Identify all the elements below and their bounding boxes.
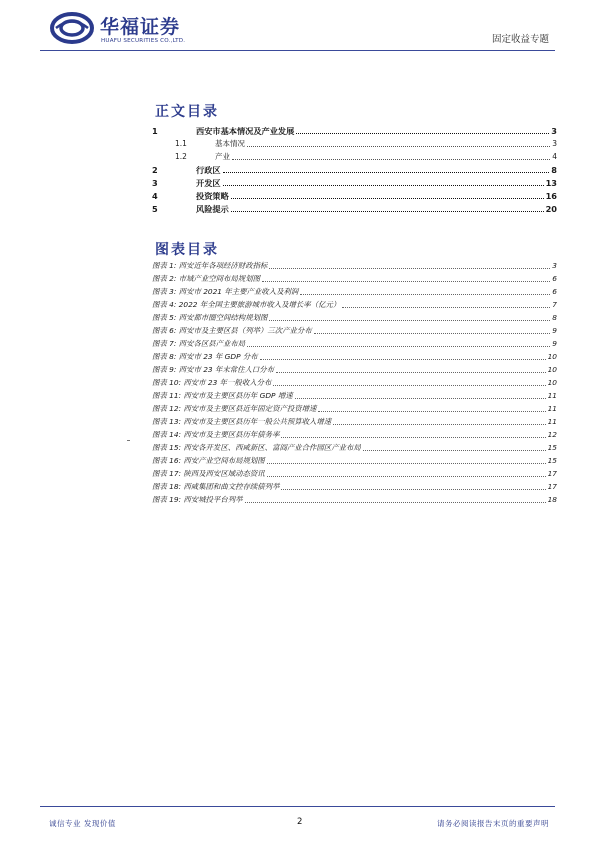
figure-entry-title: 图表 12: 西安市及主要区县近年固定资产投资增速 [152, 404, 317, 413]
figure-entry-title: 图表 10: 西安市 23 年一般收入分布 [152, 378, 272, 387]
dot-leader [296, 133, 549, 134]
toc-subentry[interactable] [175, 137, 557, 149]
figure-entry-title: 图表 11: 西安市及主要区县历年 GDP 增速 [152, 391, 293, 400]
figure-entry-title: 图表 2: 市域产业空间布局规划图 [152, 274, 260, 283]
figure-entry-title: 图表 9: 西安市 23 年末常住人口分布 [152, 365, 275, 374]
dot-leader [231, 211, 544, 212]
figure-entry-page: 10 [547, 352, 557, 361]
dot-leader [273, 385, 545, 386]
toc-entry[interactable] [152, 189, 557, 201]
toc-entry[interactable] [152, 163, 557, 175]
toc-entry-page: 16 [545, 191, 557, 201]
toc-entry-page: 8 [551, 165, 557, 175]
dot-leader [232, 159, 550, 160]
dot-leader [267, 476, 546, 477]
figure-entry-page: 11 [547, 391, 557, 400]
footer-disclaimer-note: 请务必阅读报告末页的重要声明 [437, 819, 549, 828]
dot-leader [231, 198, 544, 199]
figure-entry[interactable] [152, 415, 557, 427]
figure-entry[interactable] [152, 259, 557, 271]
figure-entry-title: 图表 8: 西安市 23 年 GDP 分布 [152, 352, 258, 361]
figure-entry[interactable] [152, 454, 557, 466]
figure-entry-page: 15 [547, 456, 557, 465]
figure-entry-page: 18 [547, 495, 557, 504]
figure-entry-page: 9 [552, 339, 557, 348]
figure-entry-page: 6 [552, 274, 557, 283]
page-number: 2 [297, 817, 303, 827]
figure-entry[interactable] [152, 441, 557, 453]
figure-entry[interactable] [152, 389, 557, 401]
brand-logo [50, 9, 210, 47]
toc-entry-page: 3 [552, 139, 557, 148]
figure-entry[interactable] [152, 272, 557, 284]
toc-entry-page: 20 [545, 204, 557, 214]
figure-entry-title: 图表 3: 西安市 2021 年主要产业收入及利润 [152, 287, 299, 296]
figure-entry-title: 图表 19: 西安城投平台列举 [152, 495, 243, 504]
figure-entry[interactable] [152, 350, 557, 362]
figure-entry-page: 10 [547, 365, 557, 374]
figure-entry-title: 图表 7: 西安各区县产业布局 [152, 339, 246, 348]
toc-entry-page: 3 [551, 126, 557, 136]
toc-entry-number: 5 [152, 204, 158, 214]
brand-name-en: HUAFU SECURITIES CO.,LTD. [101, 38, 186, 44]
toc-entry-number: 4 [152, 191, 158, 201]
toc-entry-title: 行政区 [196, 165, 221, 175]
dot-leader [276, 372, 546, 373]
dot-leader [269, 320, 550, 321]
figure-entry[interactable] [152, 337, 557, 349]
figure-entry-title: 图表 16: 西安产业空间布局规划图 [152, 456, 265, 465]
dot-leader [223, 172, 550, 173]
figure-entry-page: 15 [547, 443, 557, 452]
footer-slogan: 诚信专业 发现价值 [49, 819, 116, 828]
toc-subentry[interactable] [175, 150, 557, 162]
toc-entry-title: 西安市基本情况及产业发展 [196, 126, 295, 136]
dot-leader [223, 185, 544, 186]
figure-entry[interactable] [152, 285, 557, 297]
figure-entry-page: 17 [547, 482, 557, 491]
figure-entry-title: 图表 15: 西安各开发区、西咸新区、富阎产业合作园区产业布局 [152, 443, 361, 452]
figure-entry[interactable] [152, 480, 557, 492]
margin-mark [127, 440, 130, 441]
dot-leader [300, 294, 550, 295]
figure-entry-page: 6 [552, 287, 557, 296]
figure-entry-title: 图表 1: 西安近年各项经济财政指标 [152, 261, 268, 270]
dot-leader [245, 502, 546, 503]
dot-leader [247, 146, 550, 147]
dot-leader [342, 307, 550, 308]
dot-leader [314, 333, 551, 334]
figure-entry-page: 7 [552, 300, 557, 309]
figures-title: 图表目录 [155, 242, 219, 258]
dot-leader [295, 398, 546, 399]
figure-entry[interactable] [152, 428, 557, 440]
figure-entry-page: 8 [552, 313, 557, 322]
page-header [0, 0, 595, 52]
figure-entry[interactable] [152, 467, 557, 479]
toc-entry-page: 4 [552, 152, 557, 161]
brand-name-cn: 华福证券 [100, 16, 181, 38]
figure-entry[interactable] [152, 324, 557, 336]
figure-entry-page: 3 [552, 261, 557, 270]
toc-entry-number: 3 [152, 178, 158, 188]
figure-entry[interactable] [152, 298, 557, 310]
figure-entry-title: 图表 13: 西安市及主要区县历年一般公共预算收入增速 [152, 417, 332, 426]
header-divider [40, 50, 555, 51]
dot-leader [262, 281, 550, 282]
toc-entry-page: 13 [545, 178, 557, 188]
toc-title: 正文目录 [155, 104, 219, 120]
toc-entry-title: 开发区 [196, 178, 221, 188]
dot-leader [269, 268, 550, 269]
dot-leader [281, 437, 545, 438]
dot-leader [333, 424, 545, 425]
figure-entry-page: 11 [547, 404, 557, 413]
dot-leader [267, 463, 546, 464]
figure-entry-title: 图表 17: 陕西及西安区域动态资讯 [152, 469, 265, 478]
toc-entry-title: 风险提示 [196, 204, 229, 214]
figure-entry-page: 10 [547, 378, 557, 387]
figure-entry-title: 图表 5: 西安都市圈空间结构规划图 [152, 313, 268, 322]
figure-entry-title: 图表 14: 西安市及主要区县历年债务率 [152, 430, 280, 439]
dot-leader [281, 489, 545, 490]
toc-entry-title: 基本情况 [215, 139, 245, 148]
toc-entry-title: 投资策略 [196, 191, 229, 201]
toc-entry-title: 产业 [215, 152, 230, 161]
toc-entry[interactable] [152, 176, 557, 188]
toc-entry-number: 1 [152, 126, 158, 136]
figure-entry[interactable] [152, 493, 557, 505]
dot-leader [318, 411, 545, 412]
toc-entry[interactable] [152, 124, 557, 136]
dot-leader [363, 450, 546, 451]
figure-entry-page: 17 [547, 469, 557, 478]
figure-entry[interactable] [152, 376, 557, 388]
figure-entry[interactable] [152, 363, 557, 375]
figure-entry[interactable] [152, 402, 557, 414]
figure-entry-title: 图表 18: 西咸集团和曲文控存续债列举 [152, 482, 280, 491]
figure-entry[interactable] [152, 311, 557, 323]
toc-entry[interactable] [152, 202, 557, 214]
dot-leader [260, 359, 546, 360]
toc-entry-number: 1.1 [175, 139, 187, 148]
dot-leader [247, 346, 550, 347]
figure-entry-page: 12 [547, 430, 557, 439]
footer-divider [40, 806, 555, 807]
figure-entry-page: 9 [552, 326, 557, 335]
figure-entry-title: 图表 6: 西安市及主要区县（列举）三次产业分布 [152, 326, 312, 335]
toc-entry-number: 2 [152, 165, 158, 175]
huafu-logo-icon [50, 11, 94, 45]
figure-entry-title: 图表 4: 2022 年全国主要旅游城市收入及增长率（亿元） [152, 300, 341, 309]
toc-entry-number: 1.2 [175, 152, 187, 161]
report-type-label: 固定收益专题 [491, 34, 549, 45]
figure-entry-page: 11 [547, 417, 557, 426]
